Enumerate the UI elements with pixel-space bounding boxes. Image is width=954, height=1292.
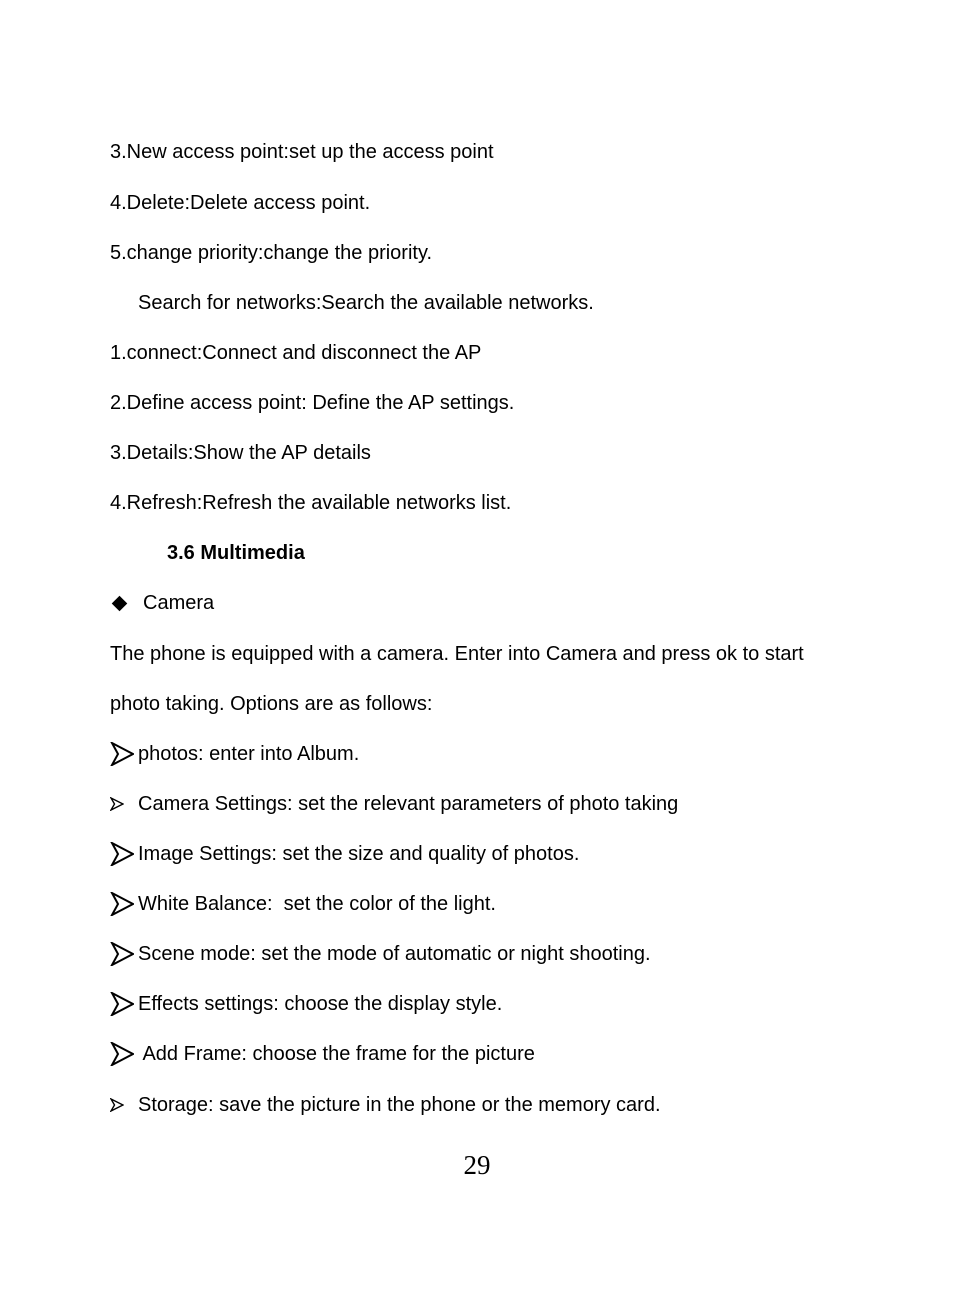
option-item	[110, 742, 359, 766]
option-label: photos: enter into Album.	[138, 743, 360, 765]
option-item	[110, 1042, 535, 1066]
arrowhead-bullet-icon	[110, 942, 134, 966]
camera-bullet	[110, 591, 214, 615]
text-line-details: 3.Details:Show the AP details	[110, 442, 371, 464]
option-item	[110, 792, 678, 816]
intro-paragraph-line-2: photo taking. Options are as follows:	[110, 693, 433, 715]
arrowhead-bullet-icon	[110, 842, 134, 866]
arrowhead-bullet-icon	[110, 742, 134, 766]
option-label: Scene mode: set the mode of automatic or night shooting.	[138, 943, 651, 965]
option-item	[110, 992, 502, 1016]
option-label: Add Frame: choose the frame for the picture	[138, 1043, 535, 1065]
option-label: Effects settings: choose the display style.	[138, 993, 503, 1015]
option-label: Storage: save the picture in the phone or the memory card.	[138, 1094, 661, 1116]
text-line-delete: 4.Delete:Delete access point.	[110, 192, 371, 214]
text-line-change-priority: 5.change priority:change the priority.	[110, 242, 433, 264]
page-number: 29	[463, 1150, 491, 1180]
option-label: Image Settings: set the size and quality of photos.	[138, 843, 580, 865]
text-line-refresh: 4.Refresh:Refresh the available networks list.	[110, 492, 512, 514]
arrowhead-bullet-icon	[110, 1042, 134, 1066]
option-label: Camera Settings: set the relevant parameters of photo taking	[138, 793, 679, 815]
arrowhead-bullet-icon	[110, 992, 134, 1016]
diamond-bullet-icon	[112, 595, 128, 611]
text-line-define-access-point: 2.Define access point: Define the AP settings.	[110, 392, 515, 414]
option-item	[110, 1093, 661, 1117]
section-heading: 3.6 Multimedia	[167, 542, 305, 564]
option-item	[110, 892, 496, 916]
intro-paragraph-line-1: The phone is equipped with a camera. Enter into Camera and press ok to start	[110, 643, 804, 665]
option-item	[110, 842, 579, 866]
camera-bullet-label: Camera	[143, 592, 215, 614]
text-line-connect: 1.connect:Connect and disconnect the AP	[110, 342, 482, 364]
arrowhead-bullet-icon	[110, 797, 124, 811]
option-label: White Balance: set the color of the light.	[138, 893, 496, 915]
arrowhead-bullet-icon	[110, 1098, 124, 1112]
text-line-search-networks: Search for networks:Search the available networks.	[138, 292, 594, 314]
arrowhead-bullet-icon	[110, 892, 134, 916]
text-line-new-access-point: 3.New access point:set up the access point	[110, 141, 494, 163]
option-item	[110, 942, 651, 966]
